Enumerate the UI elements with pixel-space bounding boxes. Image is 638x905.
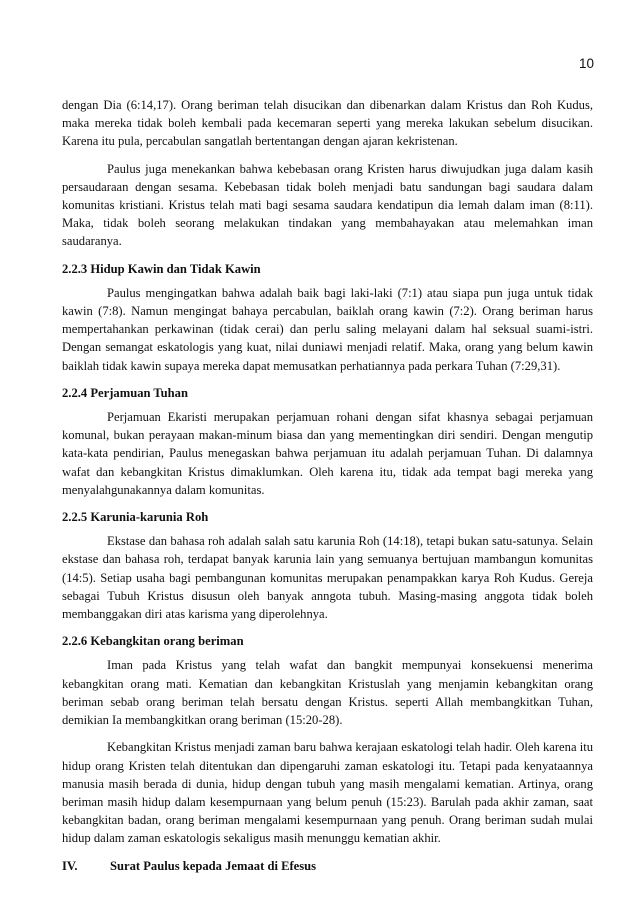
section-number: IV. xyxy=(62,858,78,873)
heading-2-2-5: 2.2.5 Karunia-karunia Roh xyxy=(62,510,209,525)
paragraph-karunia: Ekstase dan bahasa roh adalah salah satu karunia Roh (14:18), tetapi bukan satu-satunya. Selain ekstase dan bahasa roh, terdapat banyak karunia lain yang semuanya bertujuan mambangun komunitas (14:5). Setiap usaha bagi pembangunan komunitas merupakan penampakkan karya Roh Kudus. Gereja sebagai Tubuh Kristus disusun oleh banyak anngota tubuh. Masing-masing anggota tidak boleh membanggakan diri atas karisma yang diperolehnya. xyxy=(62,534,593,622)
paragraph-kebangkitan-1: Iman pada Kristus yang telah wafat dan bangkit mempunyai konsekuensi menerima kebangkitan orang mati. Kematian dan kebangkitan Kristuslah yang menjamin kebangkitan orang beriman sebab orang beriman telah bersatu dengan Kristus. seperti Allah membangkitkan Tuhan, demikian Ia membangkitkan orang beriman (15:20-28). xyxy=(62,658,593,728)
page-content xyxy=(62,96,593,875)
heading-2-2-6: 2.2.6 Kebangkitan orang beriman xyxy=(62,634,244,649)
paragraph-kebebasan: Paulus juga menekankan bahwa kebebasan orang Kristen harus diwujudkan juga dalam kasih persaudaraan dengan sesama. Kebebasan tidak boleh menjadi batu sandungan bagi saudara dalam komunitas kristiani. Kristus telah mati bagi sesama saudara kendatipun dia lemah dalam iman (8:11). Maka, tidak boleh seorang melakukan tindakan yang membahayakan atau melemahkan iman saudaranya. xyxy=(62,161,593,249)
section-title: Surat Paulus kepada Jemaat di Efesus xyxy=(110,858,317,873)
paragraph-perjamuan: Perjamuan Ekaristi merupakan perjamuan rohani dengan sifat khasnya sebagai perjamuan komunal, bukan perayaan makan-minum biasa dan yang mementingkan diri sendiri. Dengan mengutip kata-kata pendirian, Paulus menegaskan bahwa perjamuan itu adalah perjamuan Tuhan. Di dalamnya wafat dan kebangkitan Kristus dimaklumkan. Oleh karena itu, tidak ada tempat bagi mereka yang menyalahgunakannya dalam komunitas. xyxy=(62,410,593,497)
paragraph-hidup-kawin: Paulus mengingatkan bahwa adalah baik bagi laki-laki (7:1) atau siapa pun juga untuk tidak kawin (7:8). Namun mengingat bahaya percabulan, baiklah orang kawin (7:2). Orang beriman harus mempertahankan perkawinan (tidak cerai) dan perlu saling melayani dalam hal seksual suami-istri. Dengan semangat eskatologis yang kuat, nilai duniawi menjadi relatif. Maka, orang yang belum kawin baiklah tidak kawin supaya mereka dapat memusatkan perhatiannya pada perkara Tuhan (7:29,31). xyxy=(62,285,593,373)
paragraph-kebangkitan-2: Kebangkitan Kristus menjadi zaman baru bahwa kerajaan eskatologi telah hadir. Oleh karena itu hidup orang Kristen telah ditentukan dan dipengaruhi zaman eskatologi itu. Tetapi pada kenyataannya manusia masih berada di dunia, hidup dengan tubuh yang masih mengalami kematian. Artinya, orang beriman masih hidup dalam kesempurnaan yang belum penuh (15:23). Barulah pada akhir zaman, saat kebangkitan badan, orang beriman mengalami kesempurnaan yang penuh. Orang beriman sudah mulai hidup dalam zaman eskatologis sekaligus masih menunggu kematian akhir. xyxy=(62,740,593,846)
heading-2-2-3: 2.2.3 Hidup Kawin dan Tidak Kawin xyxy=(62,261,261,276)
heading-section-iv xyxy=(62,857,593,875)
paragraph-intro: dengan Dia (6:14,17). Orang beriman telah disucikan dan dibenarkan dalam Kristus dan Roh Kudus, maka mereka tidak boleh kembali pada kecemaran seperti yang mereka lakukan sebelum disucikan. Karena itu pula, percabulan sangatlah bertentangan dengan ajaran kekristenan. xyxy=(62,98,593,149)
page-number: 10 xyxy=(578,56,594,71)
heading-2-2-4: 2.2.4 Perjamuan Tuhan xyxy=(62,385,188,400)
